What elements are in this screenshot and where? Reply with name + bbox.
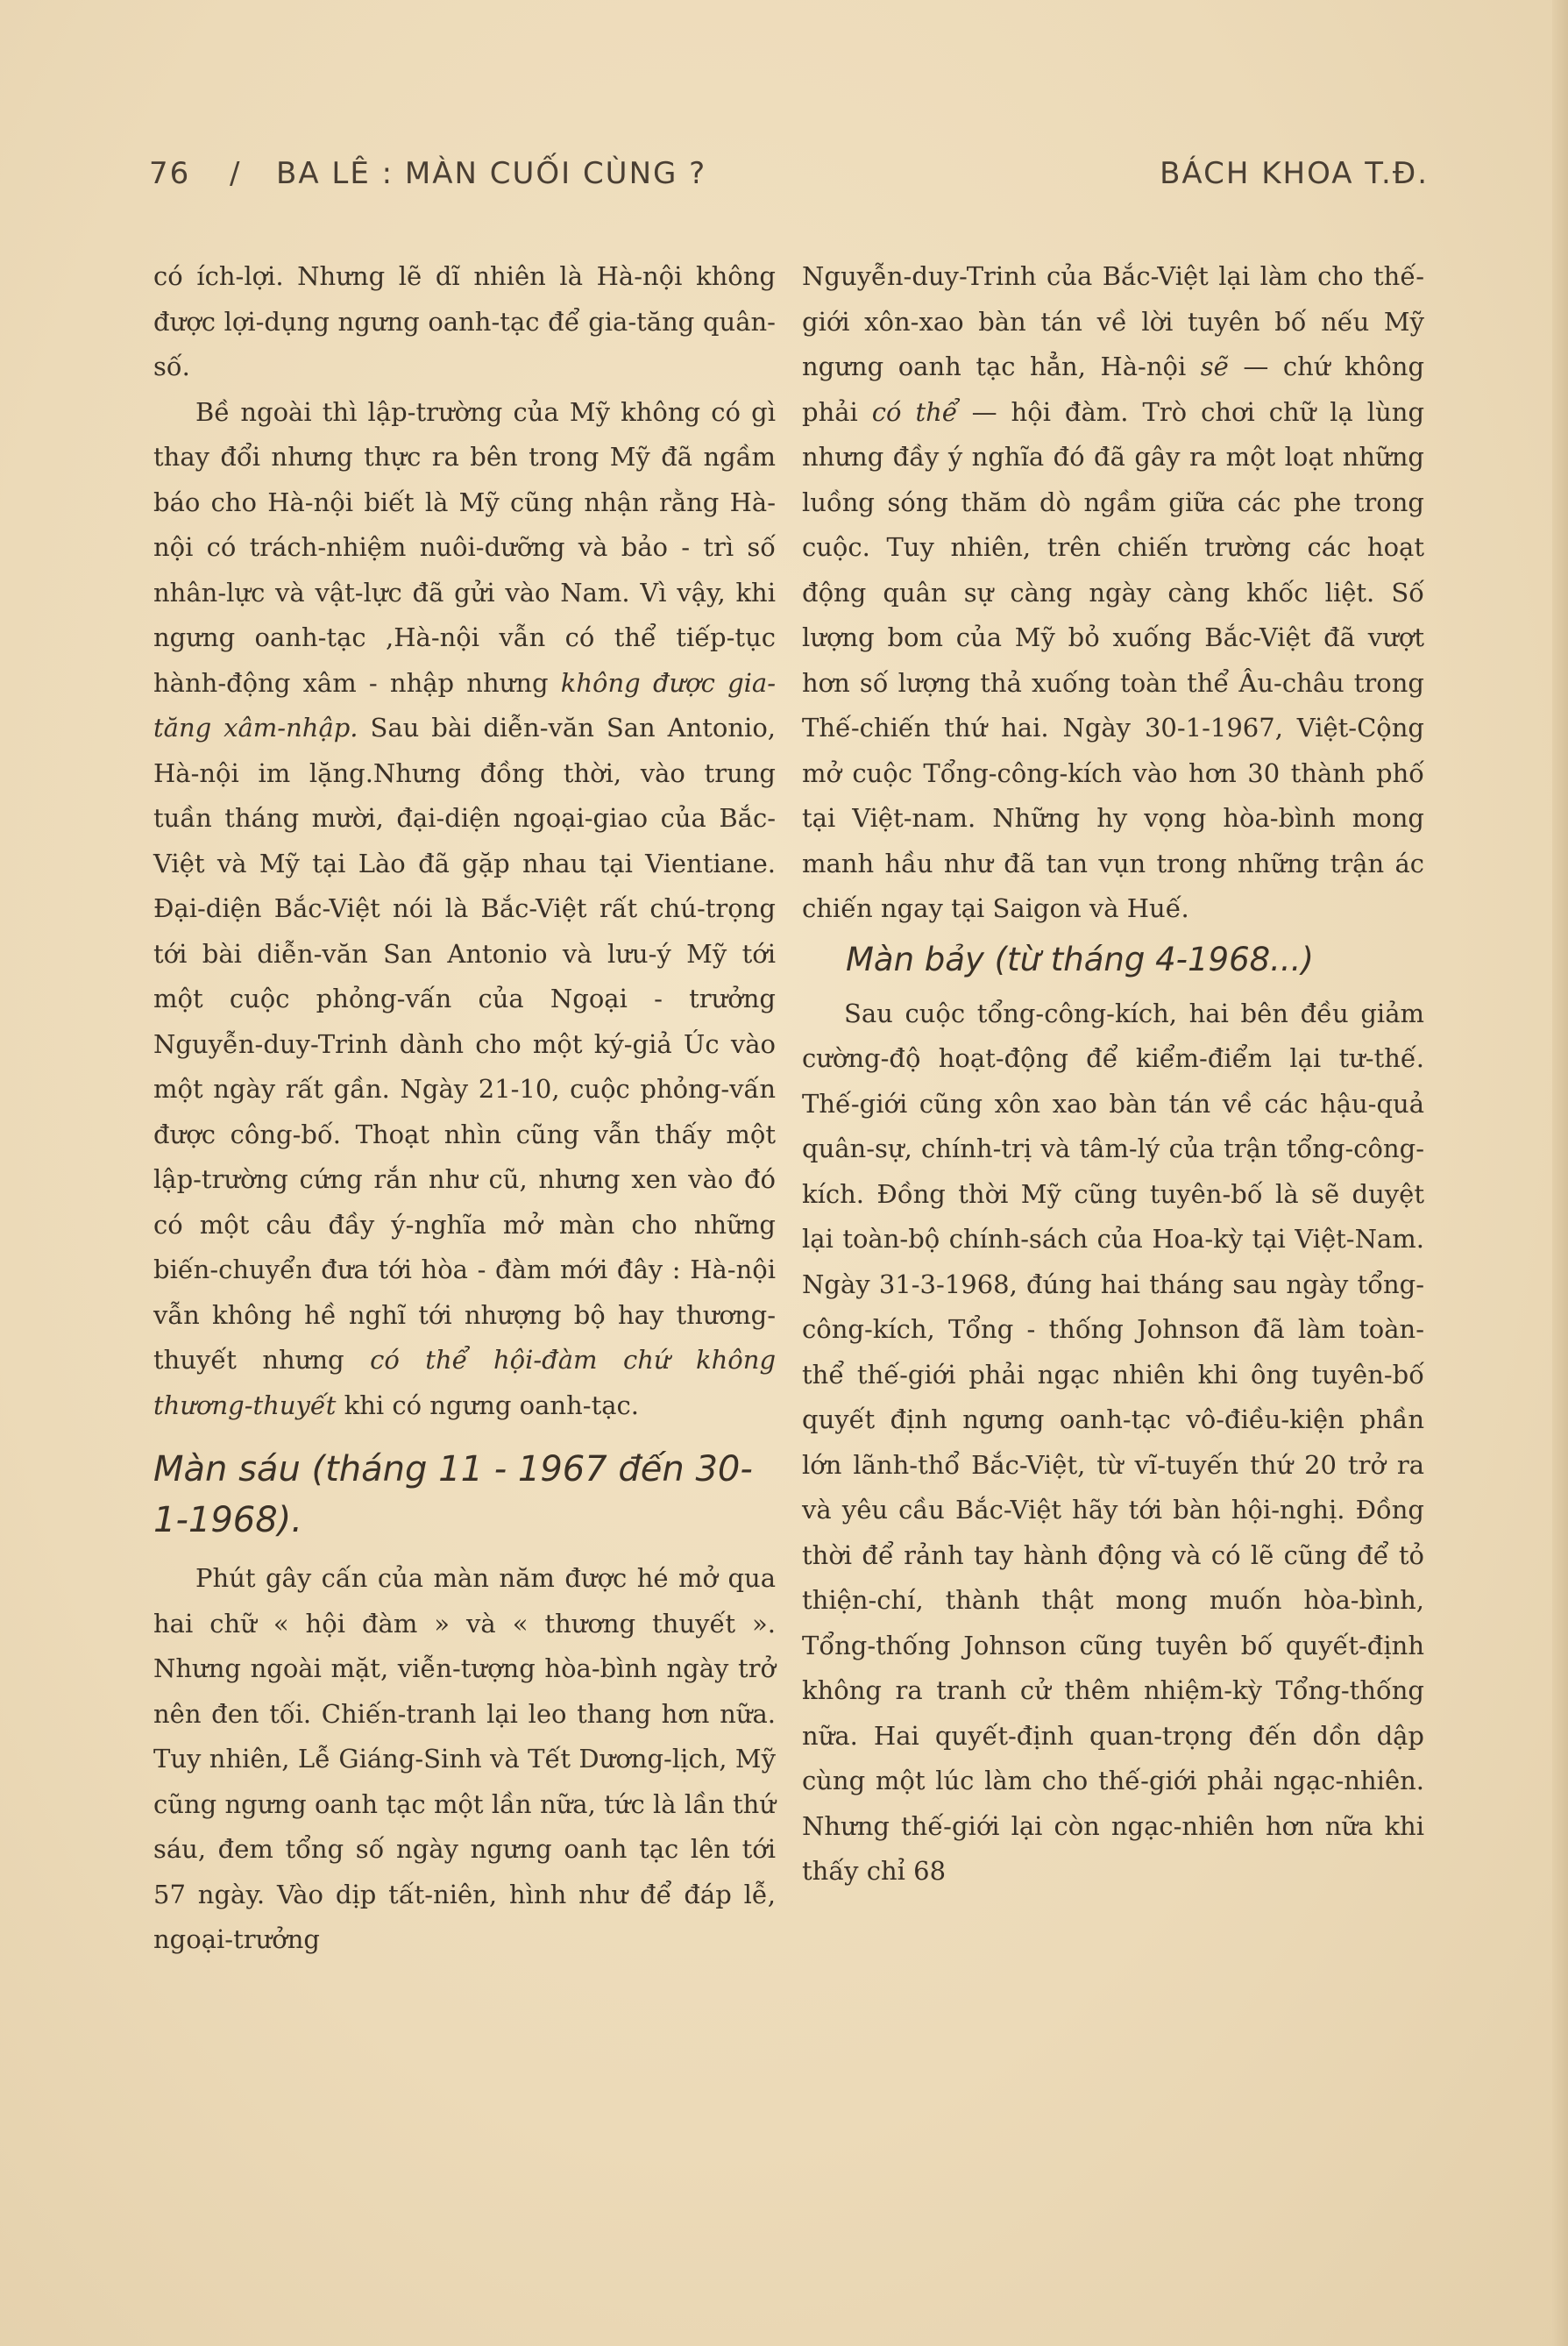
italic-text: không được gia-tăng xâm-nhập. — [153, 667, 777, 743]
paragraph: có ích-lợi. Nhưng lẽ dĩ nhiên là Hà-nội không được lợi-dụng ngưng oanh-tạc để gia-tăng quân-số. — [153, 261, 776, 381]
header-separator: / — [230, 156, 242, 191]
paragraph: Phút gây cấn của màn năm được hé mở qua hai chữ « hội đàm » và « thương thuyết ». Nhưng ngoài mặt, viễn-tượng hòa-bình ngày trở nên đen tối. Chiến-tranh lại leo thang hơn nữa. Tuy nhiên, Lễ Giáng-Sinh và Tết Dương-lịch, Mỹ cũng ngưng oanh tạc một lần nữa, tức là lần thứ sáu, đem tổng số ngày ngưng oanh tạc lên tới 57 ngày. Vào dịp tất-niên, hình như để đáp lễ, ngoại-trưởng — [153, 1563, 776, 1954]
paragraph — [153, 390, 776, 1429]
italic-text: có thể — [871, 396, 958, 427]
page-edge — [1552, 0, 1568, 2346]
paragraph-text: khi có ngưng oanh-tạc. — [344, 1390, 639, 1420]
section-heading: Màn bảy (từ tháng 4-1968...) — [846, 940, 1314, 978]
page-number: 76 — [149, 156, 191, 191]
italic-text: có thể hội-đàm chứ không thương-thuyết — [153, 1345, 777, 1420]
paragraph-text: Sau bài diễn-văn San Antonio, Hà-nội im lặng.Nhưng đồng thời, vào trung tuần tháng mười, đại-diện ngoại-giao của Bắc-Việt và Mỹ tại Lào đã gặp nhau tại Vientiane. Đại-diện Bắc-Việt nói là Bắc-Việt rất chú-trọng tới bài diễn-văn San Antonio và lưu-ý Mỹ tới một cuộc phỏng-vấn của Ngoại - trưởng Nguyễn-duy-Trinh dành cho một ký-giả Úc vào một ngày rất gần. Ngày 21-10, cuộc phỏng-vấn được công-bố. Thoạt nhìn cũng vẫn thấy một lập-trường cứng rắn như cũ, nhưng xen vào đó có một câu đầy ý-nghĩa mở màn cho những biến-chuyển đưa tới hòa - đàm mới đây : Hà-nội vẫn không hề nghĩ tới nhượng bộ hay thương-thuyết nhưng — [153, 713, 776, 1375]
section-heading: Màn sáu (tháng 11 - 1967 đến 30-1-1968). — [153, 1449, 753, 1540]
paragraph — [802, 254, 1424, 932]
paragraph: Sau cuộc tổng-công-kích, hai bên đều giảm cường-độ hoạt-động để kiểm-điểm lại tư-thế. Thế-giới cũng xôn xao bàn tán về các hậu-quả quân-sự, chính-trị và tâm-lý của trận tổng-công-kích. Đồng thời Mỹ cũng tuyên-bố là sẽ duyệt lại toàn-bộ chính-sách của Hoa-kỳ tại Việt-Nam. Ngày 31-3-1968, đúng hai tháng sau ngày tổng-công-kích, Tổng - thống Johnson đã làm toàn-thể thế-giới phải ngạc nhiên khi ông tuyên-bố quyết định ngưng oanh-tạc vô-điều-kiện phần lớn lãnh-thổ Bắc-Việt, từ vĩ-tuyến thứ 20 trở ra và yêu cầu Bắc-Việt hãy tới bàn hội-nghị. Đồng thời để rảnh tay hành động và có lẽ cũng để tỏ thiện-chí, thành thật mong muốn hòa-bình, Tổng-thống Johnson cũng tuyên bố quyết-định không ra tranh cử thêm nhiệm-kỳ Tổng-thống nữa. Hai quyết-định quan-trọng đến dồn dập cùng một lúc làm cho thế-giới phải ngạc-nhiên. Nhưng thế-giới lại còn ngạc-nhiên hơn nữa khi thấy chỉ 68 — [802, 998, 1424, 1886]
right-column — [802, 254, 1424, 1895]
left-column — [153, 254, 776, 1963]
page-header — [149, 156, 1429, 209]
italic-text: sẽ — [1200, 352, 1229, 381]
paragraph-text: Nguyễn-duy-Trinh của Bắc-Việt lại làm cho thế-giới xôn-xao bàn tán về lời tuyên bố nếu Mỹ ngưng oanh tạc hẳn, Hà-nội — [802, 261, 1424, 381]
paragraph-text: Bề ngoài thì lập-trường của Mỹ không có gì thay đổi nhưng thực ra bên trong Mỹ đã ngầm báo cho Hà-nội biết là Mỹ cũng nhận rằng Hà-nội có trách-nhiệm nuôi-dưỡng và bảo - trì số nhân-lực và vật-lực đã gửi vào Nam. Vì vậy, khi ngưng oanh-tạc ,Hà-nội vẫn có thể tiếp-tục hành-động xâm - nhập nhưng — [153, 396, 776, 698]
paragraph-text: — chứ không phải — [802, 352, 1425, 427]
running-title: BA LÊ : MÀN CUỐI CÙNG ? — [276, 156, 707, 191]
paragraph-text: — hội đàm. Trò chơi chữ lạ lùng nhưng đầy ý nghĩa đó đã gây ra một loạt những luồng sóng thăm dò ngầm giữa các phe trong cuộc. Tuy nhiên, trên chiến trường các hoạt động quân sự càng ngày càng khốc liệt. Số lượng bom của Mỹ bỏ xuống Bắc-Việt đã vượt hơn số lượng thả xuống toàn thể Âu-châu trong Thế-chiến thứ hai. Ngày 30-1-1967, Việt-Cộng mở cuộc Tổng-công-kích vào hơn 30 thành phố tại Việt-nam. Những hy vọng hòa-bình mong manh hầu như đã tan vụn trong những trận ác chiến ngay tại Saigon và Huế. — [802, 396, 1425, 923]
publication-name: BÁCH KHOA T.Đ. — [1160, 156, 1429, 191]
